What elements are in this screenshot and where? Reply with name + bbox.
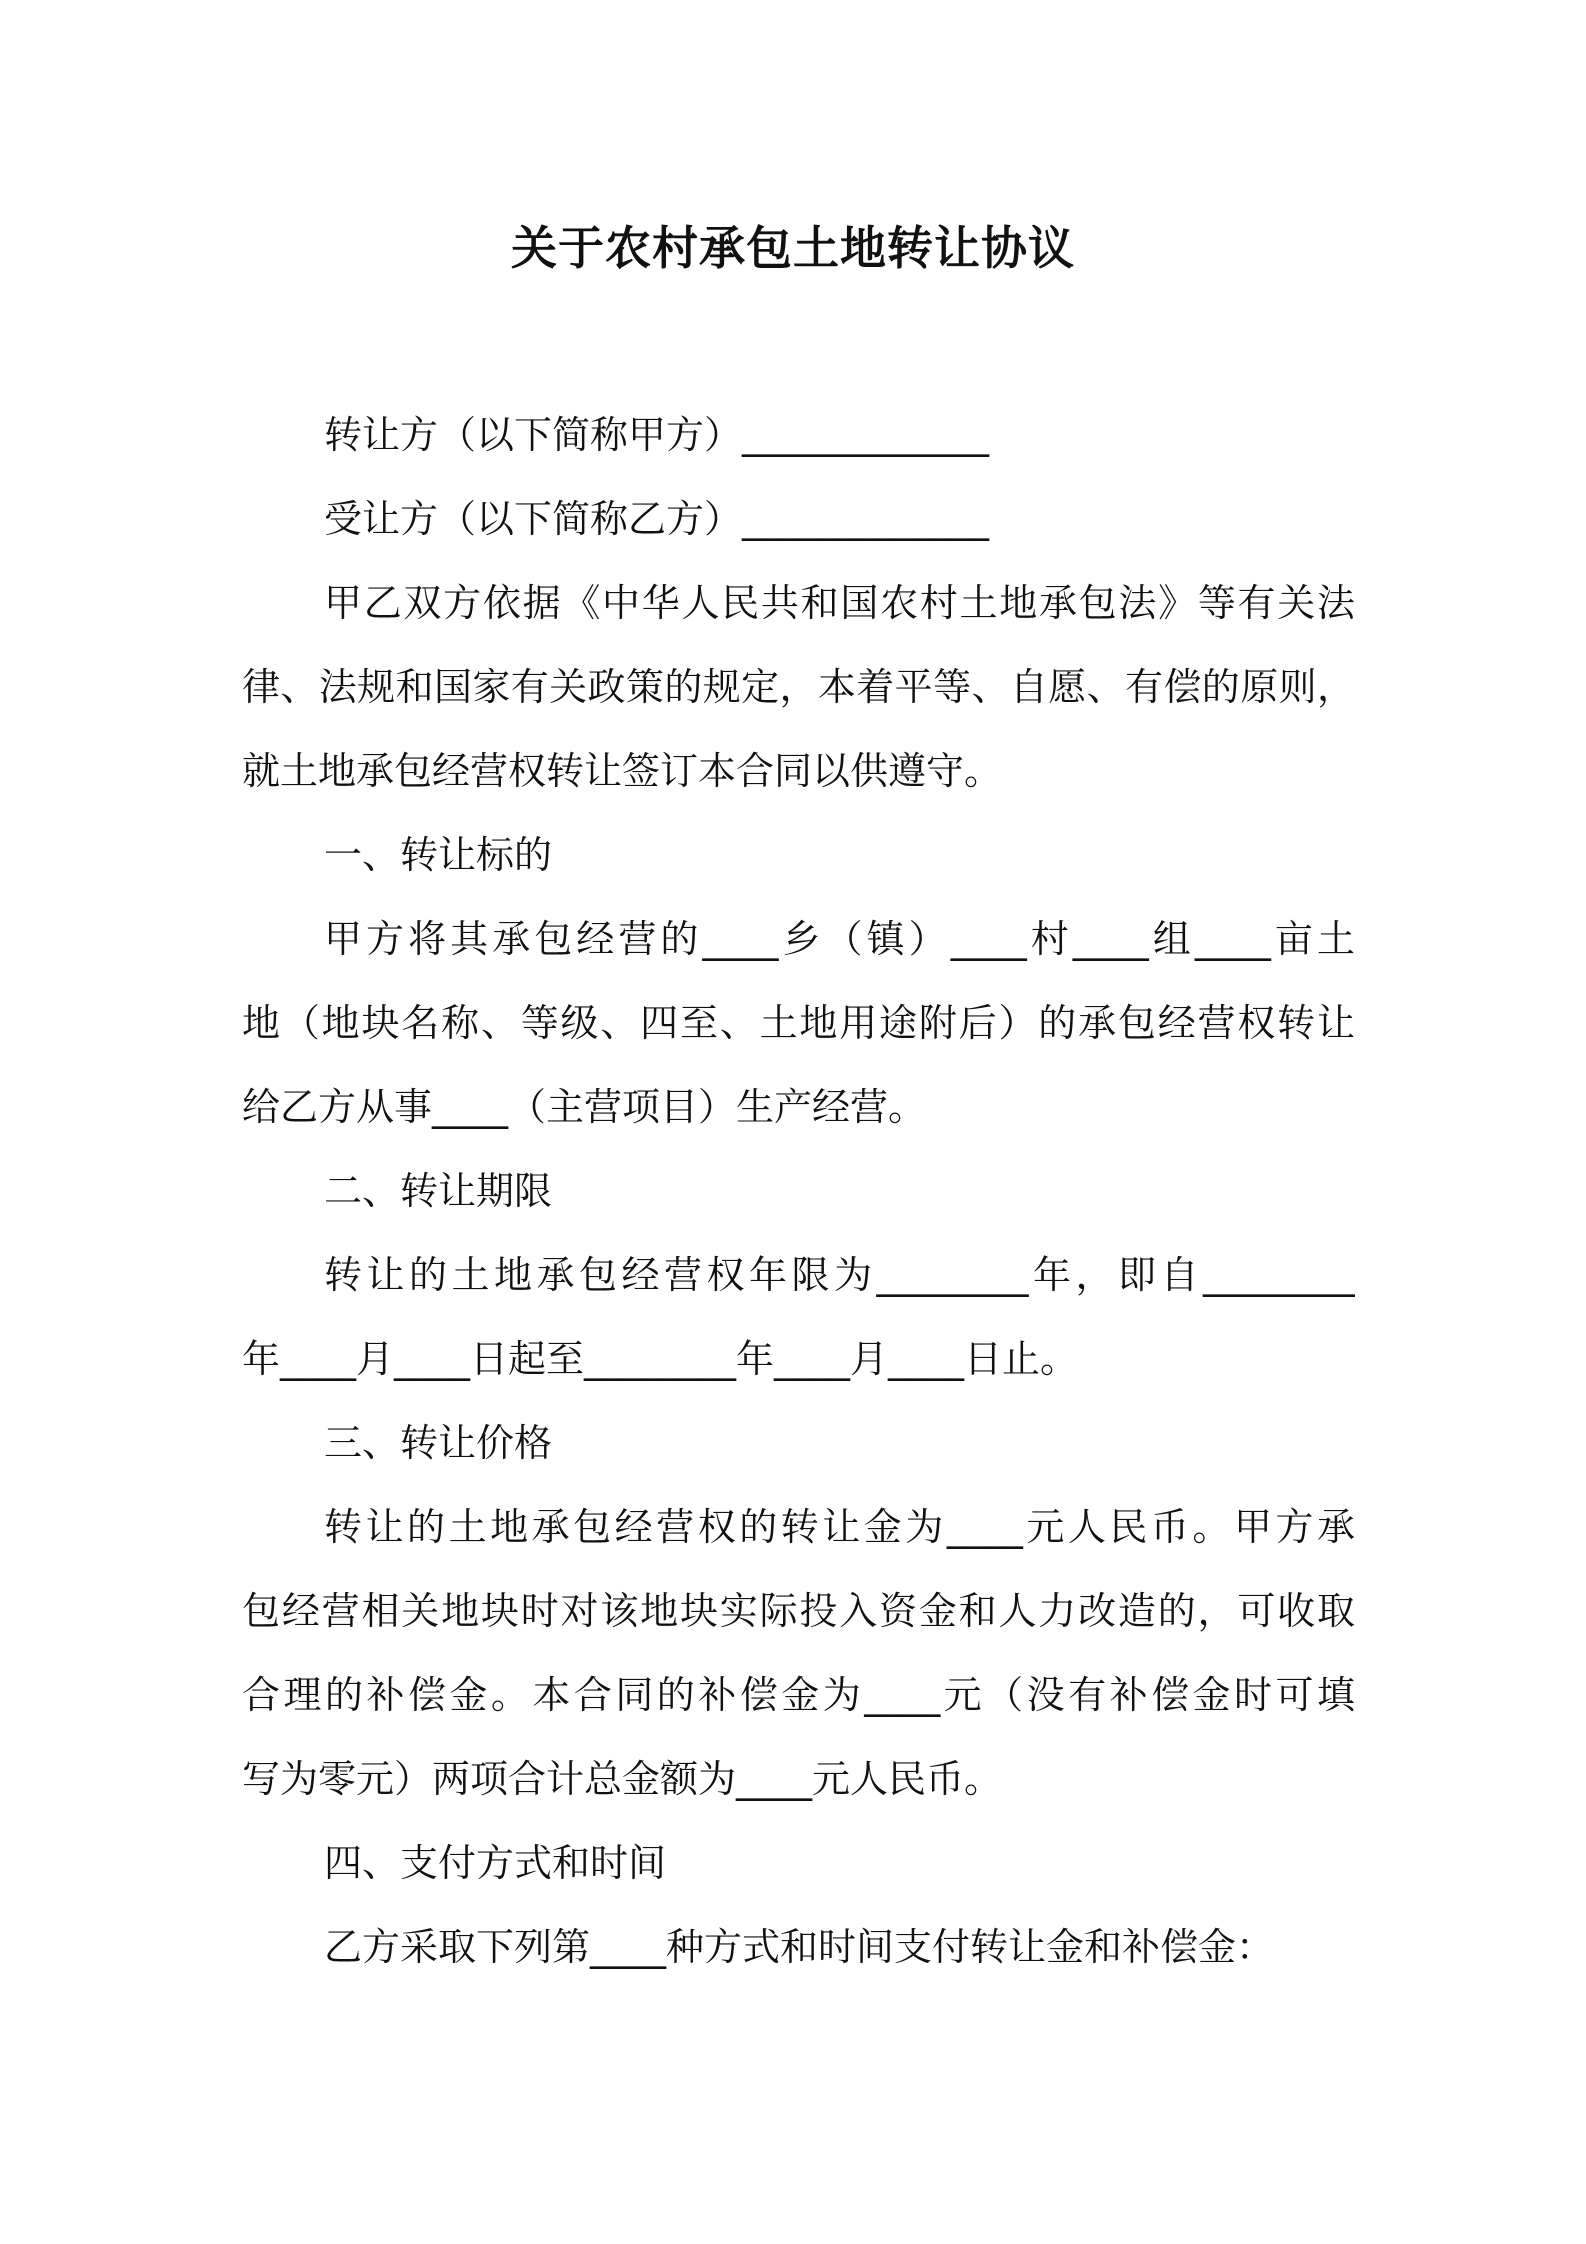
section-heading-price: 三、转让价格 bbox=[324, 1421, 553, 1465]
paragraph-line: 写为零元）两项合计总金额为____元人民币。 bbox=[242, 1757, 1003, 1801]
paragraph-line: 乙方采取下列第____种方式和时间支付转让金和补偿金： bbox=[324, 1925, 1275, 1969]
paragraph-line: 转让的土地承包经营权的转让金为____元人民币。甲方承 bbox=[324, 1505, 1355, 1549]
paragraph-line: 给乙方从事____（主营项目）生产经营。 bbox=[242, 1085, 927, 1129]
document-body bbox=[242, 393, 1355, 1989]
paragraph-line: 年____月____日起至________年____月____日止。 bbox=[242, 1337, 1079, 1381]
document-title: 关于农村承包土地转让协议 bbox=[511, 221, 1075, 275]
section-heading-payment: 四、支付方式和时间 bbox=[324, 1841, 667, 1885]
preamble-line: 就土地承包经营权转让签订本合同以供遵守。 bbox=[242, 749, 1003, 793]
preamble-line: 律、法规和国家有关政策的规定，本着平等、自愿、有偿的原则， bbox=[242, 665, 1355, 709]
transferor-line: 转让方（以下简称甲方）_____________ bbox=[324, 413, 990, 457]
paragraph-line: 甲方将其承包经营的____乡（镇）____村____组____亩土 bbox=[324, 917, 1355, 961]
preamble-line: 甲乙双方依据《中华人民共和国农村土地承包法》等有关法 bbox=[324, 581, 1355, 625]
section-heading-term: 二、转让期限 bbox=[324, 1169, 553, 1213]
paragraph-line: 地（地块名称、等级、四至、土地用途附后）的承包经营权转让 bbox=[242, 1001, 1355, 1045]
transferee-line: 受让方（以下简称乙方）_____________ bbox=[324, 497, 990, 541]
paragraph-line: 合理的补偿金。本合同的补偿金为____元（没有补偿金时可填 bbox=[242, 1673, 1355, 1717]
section-heading-subject: 一、转让标的 bbox=[324, 833, 553, 877]
paragraph-line: 转让的土地承包经营权年限为________年，即自________ bbox=[324, 1253, 1355, 1297]
paragraph-line: 包经营相关地块时对该地块实际投入资金和人力改造的，可收取 bbox=[242, 1589, 1355, 1633]
